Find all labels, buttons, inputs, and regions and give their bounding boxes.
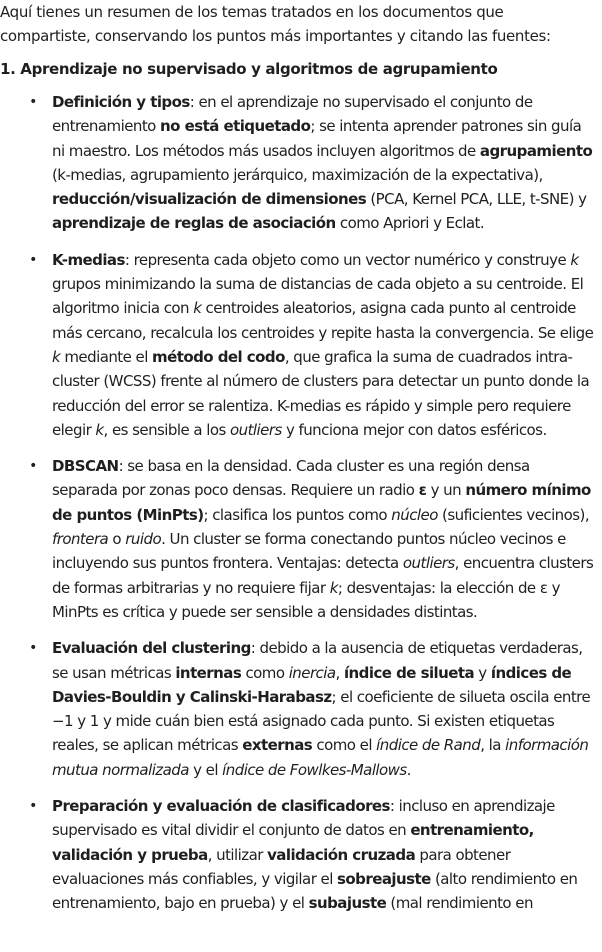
bold-text: reducción/visualización de dimensiones [52, 190, 367, 209]
bold-text: Definición y tipos [52, 93, 190, 111]
italic-text: k [52, 347, 61, 366]
text-segment: y [474, 663, 491, 682]
bold-text: subajuste [308, 894, 387, 913]
text-segment: ; el coeficiente de silueta oscila entre −1 y 1 y mide cuán bien está asignado cada punto. Si existen etiquetas reales, se aplican métricas [52, 687, 591, 755]
bold-text: Evaluación del clustering [52, 639, 251, 658]
italic-text: frontera [52, 530, 109, 549]
bold-text: índice de silueta [343, 663, 475, 682]
text-segment: (mal rendimiento en [386, 894, 533, 913]
text-segment: : debido a la ausencia de etiquetas verdaderas, se usan métricas [52, 639, 583, 682]
text-segment: como [241, 663, 289, 682]
bold-text: sobreajuste [337, 869, 431, 888]
text-segment: como el [312, 736, 377, 755]
bold-text: K-medias [52, 250, 125, 269]
text-segment: , es sensible a los [103, 420, 231, 439]
bullet-list [0, 90, 594, 916]
intro-paragraph: Aquí tienes un resumen de los temas tratados en los documentos que compartiste, conservando los puntos más importantes y citando las fuentes: [0, 3, 551, 45]
text-segment: y el [188, 760, 223, 779]
text-segment: . Un cluster se forma conectando puntos núcleo vecinos e incluyendo sus puntos frontera. Ventajas: detecta [52, 530, 566, 573]
italic-text: ruido [125, 530, 162, 549]
text-segment: y un [426, 481, 466, 500]
bold-text: índices de Davies-Bouldin y Calinski-Harabasz [52, 663, 572, 706]
bullet-icon: • [29, 458, 37, 475]
bold-text: Preparación y evaluación de clasificadores [52, 797, 390, 816]
bold-text: entrenamiento, validación y prueba [52, 821, 534, 864]
italic-text: outliers [402, 554, 455, 573]
text-segment: grupos minimizando la suma de distancias de cada objeto a su centroide. El algoritmo inicia con [52, 275, 584, 318]
bold-text: aprendizaje de reglas de asociación [52, 214, 336, 233]
bullet-icon: • [29, 94, 37, 110]
italic-text: k [95, 420, 104, 439]
italic-text: inercia [288, 663, 336, 682]
bullet-icon: • [29, 798, 37, 815]
italic-text: núcleo [391, 505, 438, 524]
list-item [0, 636, 594, 782]
text-segment: : se basa en la densidad. Cada cluster es una región densa separada por zonas poco densas. Requiere un radio [52, 457, 530, 500]
italic-text: k [329, 578, 338, 597]
text-segment: : representa cada objeto como un vector numérico y construye [124, 250, 571, 269]
text-segment: , utilizar [207, 845, 268, 864]
text-segment: , encuentra clusters de formas arbitrarias y no requiere fijar [52, 554, 594, 597]
text-segment: ; clasifica los puntos como [203, 505, 392, 524]
text-segment: ; desventajas: la elección de ε y MinPts es crítica y puede ser sensible a densidades distintas. [52, 578, 560, 621]
italic-text: outliers [230, 420, 282, 439]
list-item [0, 90, 594, 236]
list-item [0, 794, 594, 915]
italic-text: información mutua normalizada [52, 736, 589, 779]
italic-text: k [193, 299, 202, 318]
list-item [0, 248, 594, 442]
list-item [0, 454, 594, 624]
text-segment: como Apriori y Eclat. [335, 214, 485, 233]
bold-text: ε [418, 481, 427, 500]
text-segment: para obtener evaluaciones más confiables, y vigilar el [52, 845, 511, 888]
bold-text: validación cruzada [267, 845, 416, 864]
text-segment: centroides aleatorios, asigna cada punto al centroide más cercano, recalcula los centroides y repite hasta la convergencia. Se elige [52, 299, 594, 342]
bold-text: internas [175, 663, 242, 682]
text-segment: o [108, 530, 126, 549]
text-segment: (suficientes vecinos), [437, 505, 590, 524]
text-segment: . [406, 760, 411, 779]
text-segment: mediante el [60, 347, 153, 366]
text-segment: , la [480, 736, 506, 755]
text-segment: (alto rendimiento en entrenamiento, bajo en prueba) y el [52, 869, 578, 913]
text-segment: ; se intenta aprender patrones sin guía ni maestro. Los métodos más usados incluyen algoritmos de [52, 117, 582, 160]
text-segment: , que grafica la suma de cuadrados intra-cluster (WCSS) frente al número de clusters para detectar un punto donde la reducción del error se ralentiza. K-medias es rápido y simple pero requiere elegir [52, 347, 590, 439]
bullet-icon: • [29, 251, 37, 268]
text-segment: : incluso en aprendizaje supervisado es vital dividir el conjunto de datos en [52, 797, 555, 840]
bullet-icon: • [29, 640, 37, 657]
text-segment: y funciona mejor con datos esféricos. [281, 420, 547, 439]
bold-text: agrupamiento [479, 141, 593, 160]
bold-text: externas [242, 736, 313, 755]
text-segment: , [335, 663, 344, 682]
text-segment: : en el aprendizaje no supervisado el conjunto de entrenamiento [52, 93, 533, 136]
italic-text: índice de Rand [376, 736, 481, 755]
bold-text: número mínimo de puntos (MinPts) [52, 481, 591, 524]
italic-text: k [570, 250, 579, 269]
bold-text: no está etiquetado [160, 117, 311, 136]
text-segment: (PCA, Kernel PCA, LLE, t-SNE) y [366, 190, 587, 209]
text-segment: (k-medias, agrupamiento jerárquico, maximización de la expectativa), [52, 165, 543, 184]
section-heading: 1. Aprendizaje no supervisado y algoritmos de agrupamiento [0, 60, 498, 78]
bold-text: DBSCAN [52, 457, 119, 476]
italic-text: índice de Fowlkes-Mallows [222, 760, 407, 779]
bold-text: método del codo [152, 347, 285, 366]
